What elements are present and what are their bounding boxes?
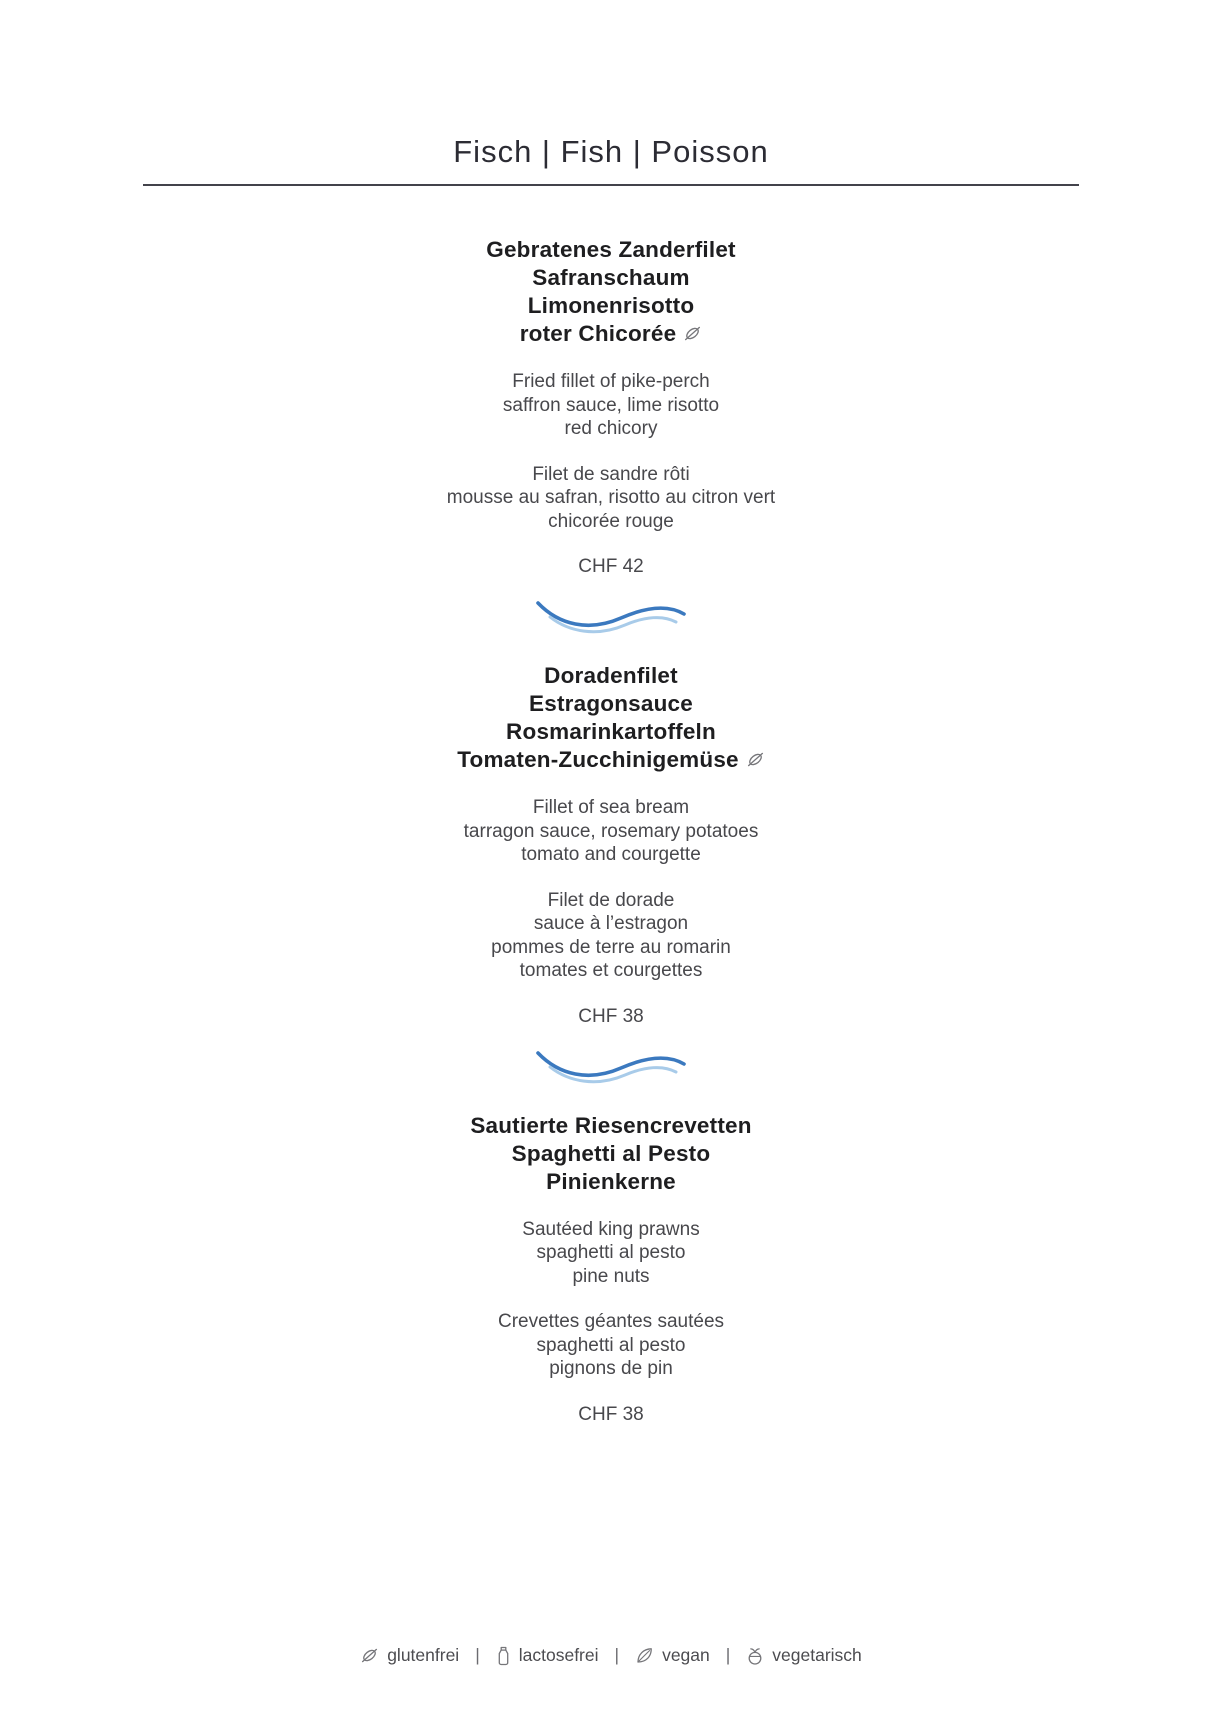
dish-title-line: Pinienkerne (546, 1168, 676, 1194)
legend-separator: | (725, 1645, 731, 1665)
wave-divider-icon (531, 1044, 691, 1088)
dish-title-line: Tomaten-Zucchinigemüse (457, 746, 765, 774)
dish-list (0, 186, 1222, 1426)
dish-title-de (470, 1112, 751, 1196)
legend-item-vegan (635, 1645, 710, 1666)
dish-title-line: Spaghetti al Pesto (511, 1140, 711, 1166)
dish-title-line: Doradenfilet (544, 663, 678, 688)
dish-desc-en: Fried fillet of pike-perch saffron sauce, lime risotto red chicory (502, 371, 720, 439)
dish-title-de (447, 236, 775, 348)
menu-header (0, 0, 1222, 186)
dish-title-de (457, 662, 765, 774)
dish-title-line: Gebratenes Zanderfilet (486, 237, 736, 262)
legend-item-vegetarisch (746, 1645, 862, 1666)
dish-price: CHF 38 (578, 1005, 644, 1027)
legend-separator: | (475, 1645, 480, 1665)
dish-title-line: roter Chicorée (447, 320, 775, 348)
legend-label: glutenfrei (387, 1645, 460, 1665)
dish-title-line: Limonenrisotto (527, 293, 695, 318)
dish-section (457, 662, 765, 1028)
dish-desc-en: Sautéed king prawns spaghetti al pesto pine nuts (522, 1218, 700, 1287)
glutenfrei-icon (360, 1646, 379, 1665)
vegetarisch-icon (746, 1646, 764, 1666)
legend-separator: | (614, 1645, 620, 1665)
dish-title-line: Rosmarinkartoffeln (506, 719, 716, 744)
glutenfrei-icon (746, 750, 765, 769)
legend-label: vegetarisch (772, 1645, 862, 1665)
dish-desc-fr: Filet de dorade sauce à l’estragon pommes de terre au romarin tomates et courgettes (491, 889, 731, 981)
vegan-icon (635, 1646, 654, 1665)
legend-item-lactosefrei (496, 1645, 599, 1666)
legend-label: lactosefrei (518, 1645, 599, 1665)
dish-price: CHF 42 (578, 556, 644, 577)
dish-desc-fr: Crevettes géantes sautées spaghetti al pesto pignons de pin (497, 1311, 725, 1379)
glutenfrei-icon (683, 324, 702, 343)
dish-title-line: Safranschaum (532, 265, 690, 290)
dish-section (447, 236, 775, 578)
dish-section (470, 1112, 751, 1426)
wave-divider-icon (531, 594, 691, 638)
page-title: Fisch | Fish | Poisson (453, 134, 769, 169)
legend-label: vegan (662, 1645, 710, 1665)
lactosefrei-icon (496, 1646, 511, 1666)
dish-title-line: Estragonsauce (529, 691, 693, 716)
dish-title-line: Sautierte Riesencrevetten (470, 1112, 752, 1138)
diet-legend (360, 1645, 862, 1728)
dish-price: CHF 38 (578, 1403, 644, 1425)
dish-desc-en: Fillet of sea bream tarragon sauce, rosemary potatoes tomato and courgette (463, 797, 759, 865)
dish-desc-fr: Filet de sandre rôti mousse au safran, risotto au citron vert chicorée rouge (446, 463, 776, 532)
legend-item-glutenfrei (360, 1645, 459, 1666)
